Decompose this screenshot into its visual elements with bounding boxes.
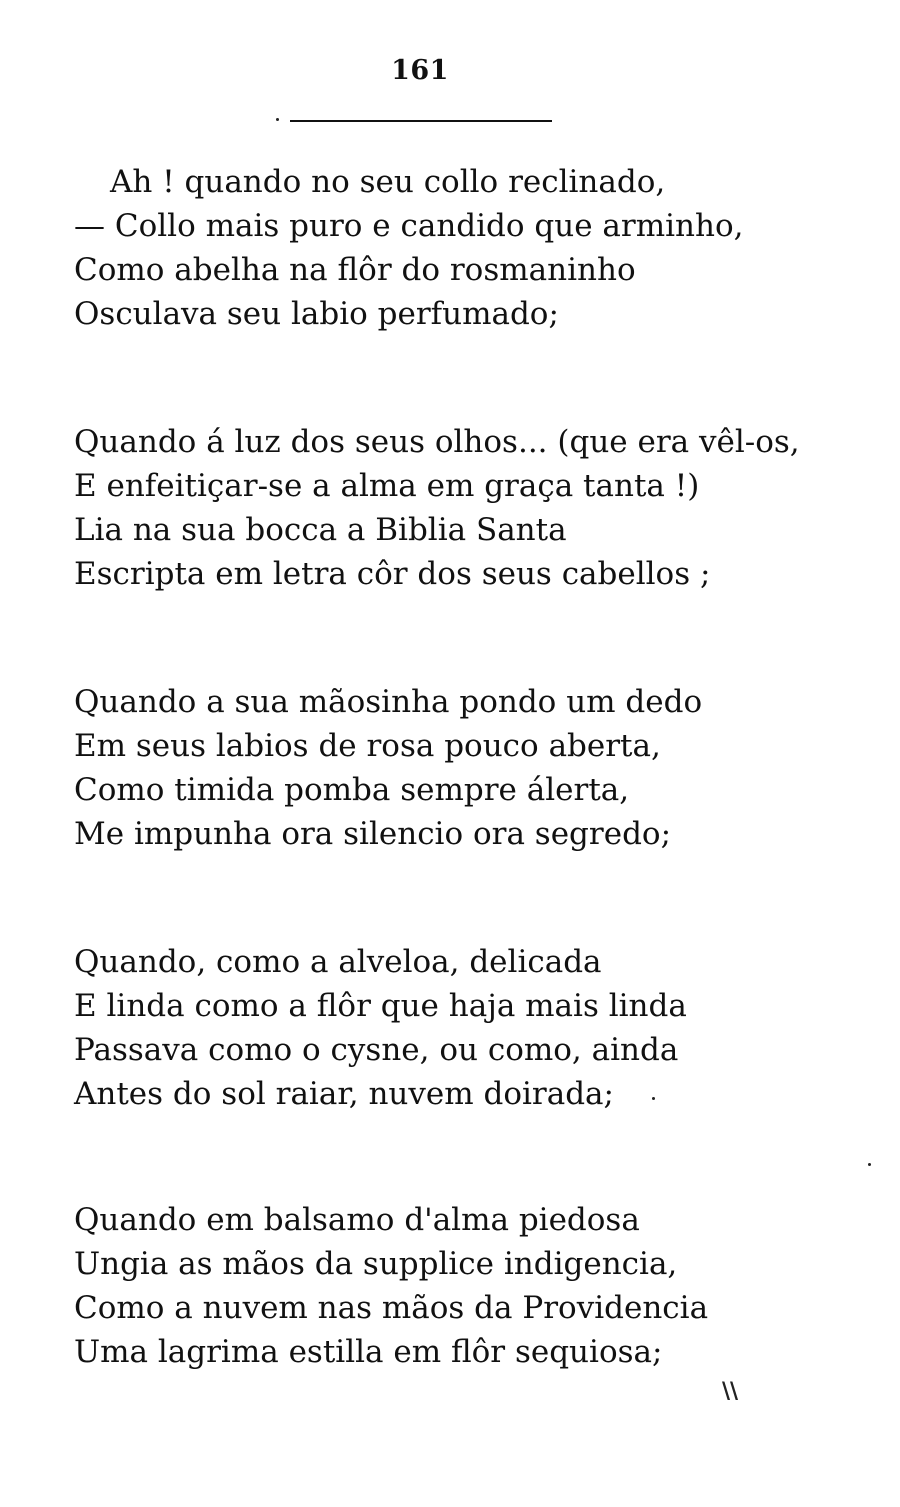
poem-line: Quando, como a alveloa, delicada	[74, 944, 602, 980]
scan-speck	[868, 1163, 871, 1166]
poem-line: Quando a sua mãosinha pondo um dedo	[74, 684, 703, 720]
poem-line: E linda como a flôr que haja mais linda	[74, 988, 687, 1024]
poem-line: Quando em balsamo d'alma piedosa	[74, 1202, 640, 1238]
poem-line: Escripta em letra côr dos seus cabellos ;	[74, 556, 711, 592]
poem-line: E enfeitiçar-se a alma em graça tanta !)	[74, 468, 700, 504]
poem-line: Osculava seu labio perfumado;	[74, 296, 559, 332]
poem-line: Em seus labios de rosa pouco aberta,	[74, 728, 661, 764]
scan-speck	[652, 1097, 655, 1100]
poem-line: Uma lagrima estilla em flôr sequiosa;	[74, 1334, 663, 1370]
poem-line: Lia na sua bocca a Biblia Santa	[74, 512, 567, 548]
poem-line: Ah ! quando no seu collo reclinado,	[110, 164, 666, 200]
poem-line: — Collo mais puro e candido que arminho,	[74, 208, 744, 244]
poem-line: Como a nuvem nas mãos da Providencia	[74, 1290, 709, 1326]
margin-mark: \\	[722, 1378, 739, 1404]
page-number: 161	[391, 55, 449, 86]
poem-line: Quando á luz dos seus olhos... (que era vêl-os,	[74, 424, 800, 460]
poem-line: Me impunha ora silencio ora segredo;	[74, 816, 672, 852]
poem-line: Ungia as mãos da supplice indigencia,	[74, 1246, 678, 1282]
header-rule	[290, 120, 552, 122]
scan-speck	[276, 118, 279, 121]
poem-line: Como timida pomba sempre álerta,	[74, 772, 630, 808]
poem-line: Como abelha na flôr do rosmaninho	[74, 252, 636, 288]
poem-line: Antes do sol raiar, nuvem doirada;	[74, 1076, 614, 1112]
poem-line: Passava como o cysne, ou como, ainda	[74, 1032, 679, 1068]
